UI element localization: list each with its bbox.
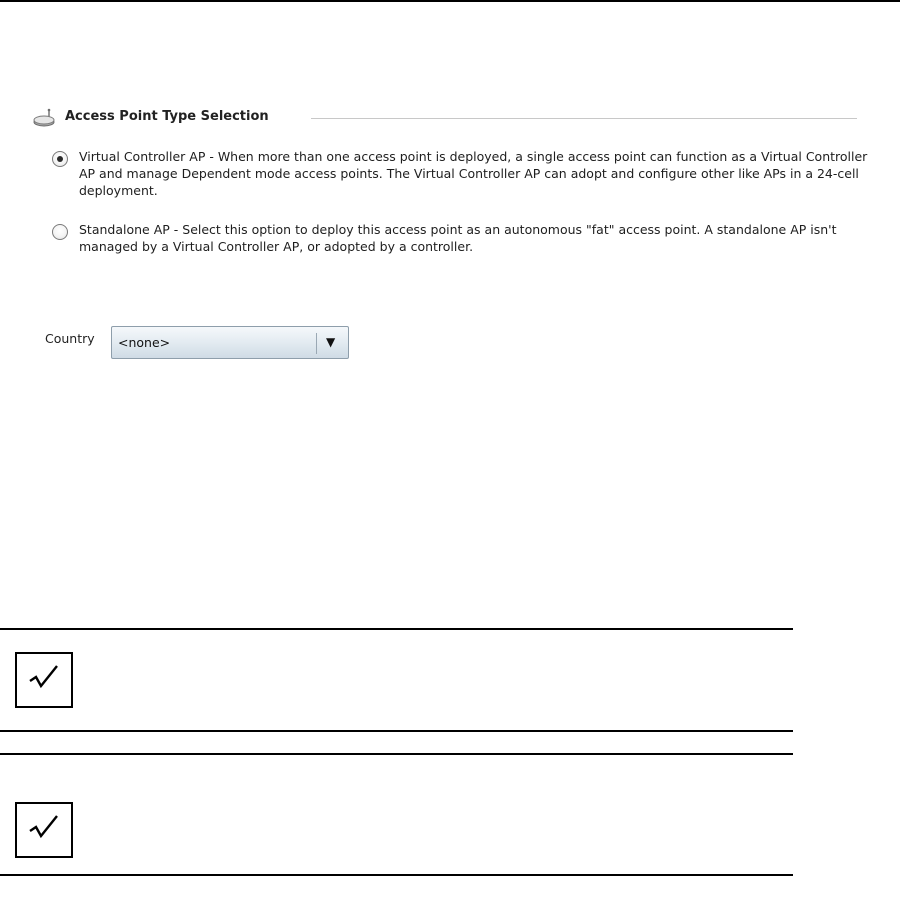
section-title: Access Point Type Selection bbox=[65, 109, 269, 124]
checkmark-icon bbox=[15, 652, 73, 708]
standalone-ap-radio[interactable] bbox=[52, 224, 68, 240]
standalone-ap-label: Standalone AP - Select this option to deploy this access point as an autonomous "fat" access point. A standalone AP isn't managed by a Virtual Controller AP, or adopted by a controller. bbox=[79, 222, 837, 254]
checkmark-icon bbox=[15, 802, 73, 858]
note-box-2 bbox=[0, 753, 793, 876]
virtual-controller-ap-radio[interactable] bbox=[52, 151, 68, 167]
access-point-icon bbox=[33, 108, 59, 128]
top-rule bbox=[0, 0, 900, 2]
country-select-divider bbox=[316, 333, 317, 354]
country-select[interactable] bbox=[111, 326, 349, 359]
country-label: Country bbox=[45, 331, 95, 346]
triangle-down-icon[interactable]: ▼ bbox=[326, 335, 336, 349]
country-select-value: <none> bbox=[118, 335, 171, 350]
virtual-controller-ap-label: Virtual Controller AP - When more than one access point is deployed, a single access point can function as a Virtual Controller AP and manage Dependent mode access points. The Virtual Controller AP can adopt and configure other like APs in a 24-cell deployment. bbox=[79, 149, 868, 198]
radio-selected-dot bbox=[57, 156, 63, 162]
access-point-type-section-header bbox=[33, 108, 857, 128]
note-box-1 bbox=[0, 628, 793, 732]
section-divider bbox=[311, 118, 857, 119]
